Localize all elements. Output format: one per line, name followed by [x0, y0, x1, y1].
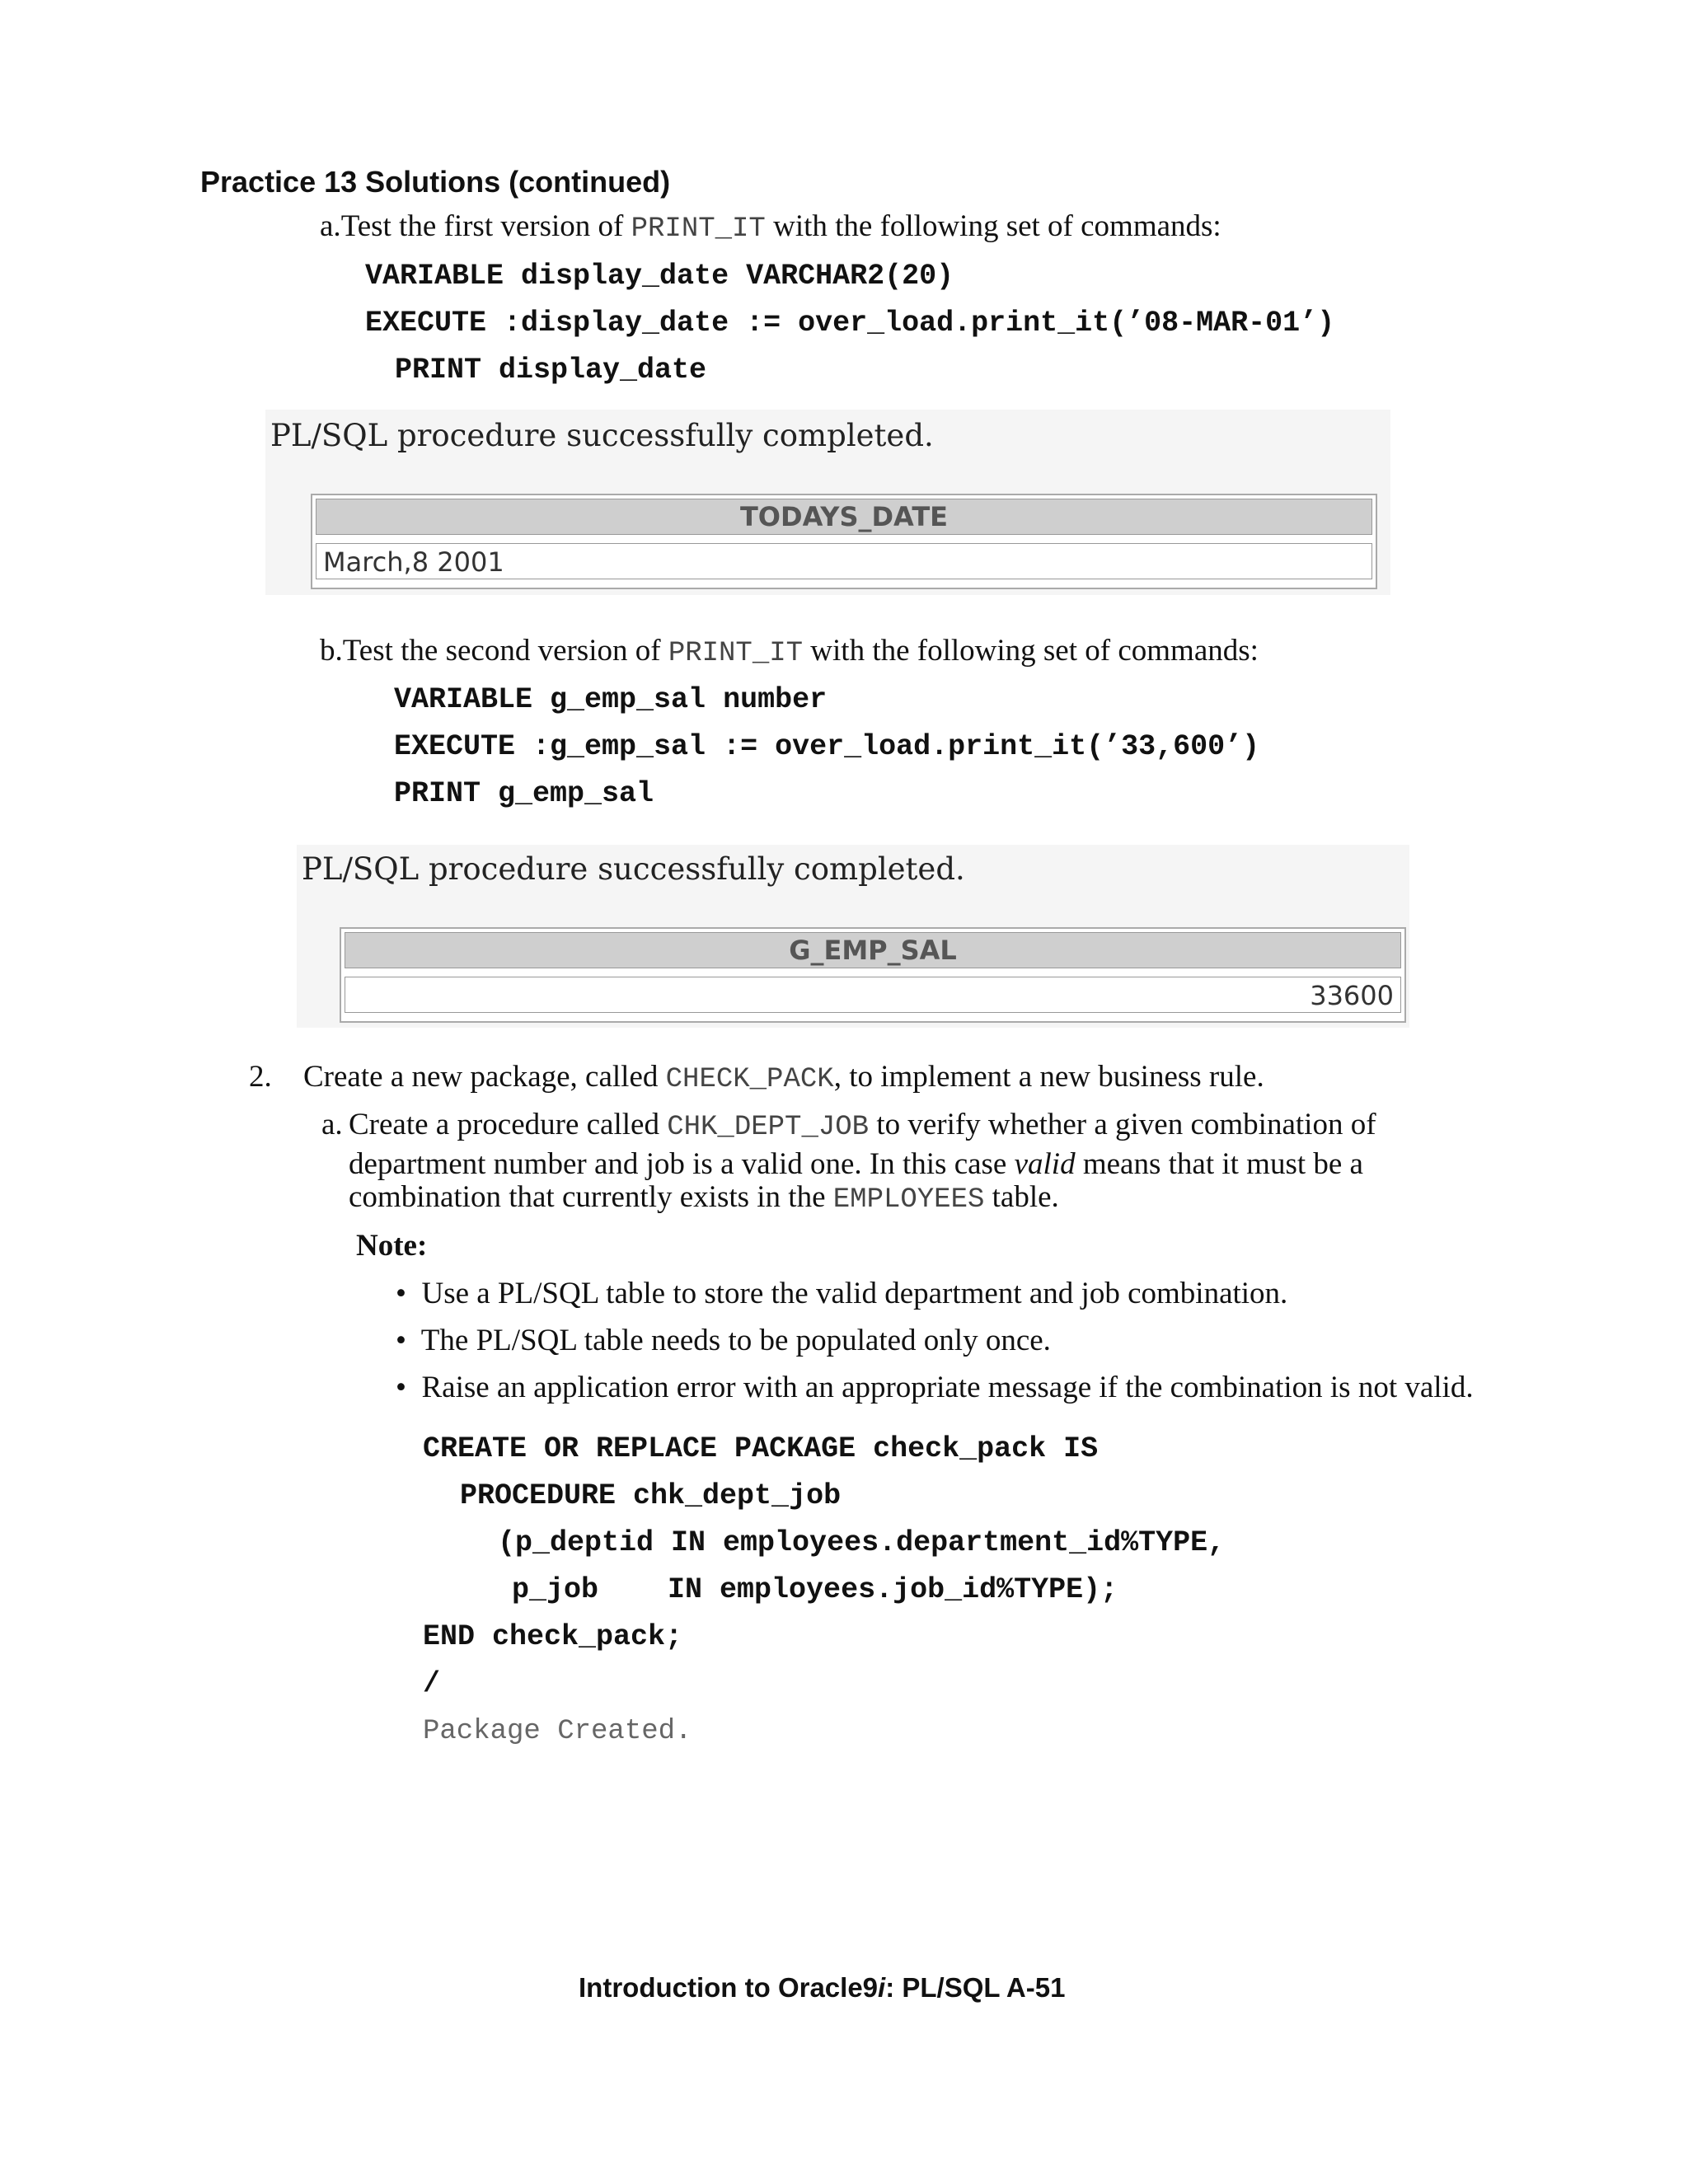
part-b-command: EXECUTE :g_emp_sal := over_load.print_it(’33,600’)	[394, 730, 1260, 763]
part-b-code-word: PRINT_IT	[668, 638, 804, 669]
g-emp-sal-table	[340, 927, 1406, 1023]
item-2-sub-a-marker: a.	[321, 1108, 343, 1141]
package-code-line: /	[423, 1667, 441, 1700]
package-code-line: END check_pack;	[423, 1620, 683, 1653]
part-a-result-message: PL/SQL procedure successfully completed.	[270, 418, 934, 453]
table-cell: March,8 2001	[316, 543, 1372, 579]
part-a-command: EXECUTE :display_date := over_load.print_it(’08-MAR-01’)	[365, 307, 1335, 340]
item-2-sub-a-line: combination that currently exists in the EMPLOYEES table.	[349, 1180, 1059, 1216]
bullet-item: • Use a PL/SQL table to store the valid department and job combination.	[396, 1277, 1288, 1310]
part-b-marker: b.	[320, 634, 343, 668]
item-2-sub-a-line: department number and job is a valid one. In this case valid means that it must be a	[349, 1147, 1363, 1181]
part-a-output-panel	[265, 410, 1390, 595]
part-a-instruction: a.Test the first version of PRINT_IT with the following set of commands:	[320, 209, 1221, 245]
part-b-command: VARIABLE g_emp_sal number	[394, 683, 828, 716]
item-2-number: 2.	[249, 1060, 272, 1094]
package-code-line: p_job IN employees.job_id%TYPE);	[512, 1573, 1118, 1606]
package-created-output: Package Created.	[423, 1716, 692, 1747]
package-code-line: PROCEDURE chk_dept_job	[460, 1479, 842, 1512]
part-a-command: VARIABLE display_date VARCHAR2(20)	[365, 260, 954, 293]
table-header: TODAYS_DATE	[316, 499, 1372, 535]
section-heading: Practice 13 Solutions (continued)	[200, 165, 671, 199]
part-b-instruction: b.Test the second version of PRINT_IT with the following set of commands:	[320, 634, 1259, 669]
part-a-command: PRINT display_date	[395, 354, 707, 387]
package-code-line: (p_deptid IN employees.department_id%TYPE,	[498, 1526, 1226, 1559]
item-2-code-word: CHECK_PACK	[665, 1064, 834, 1095]
table-cell: 33600	[345, 977, 1401, 1013]
part-a-marker: a.	[320, 209, 341, 243]
part-b-command: PRINT g_emp_sal	[394, 777, 654, 810]
part-b-output-panel	[297, 845, 1409, 1028]
italic-valid: valid	[1014, 1147, 1076, 1181]
page-footer: Introduction to Oracle9i: PL/SQL A-51	[579, 1972, 1066, 2003]
note-label: Note:	[356, 1229, 428, 1263]
procedure-code-word: CHK_DEPT_JOB	[667, 1112, 870, 1143]
todays-date-table	[311, 494, 1377, 589]
bullet-item: • Raise an application error with an appropriate message if the combination is not valid.	[396, 1371, 1474, 1404]
part-b-result-message: PL/SQL procedure successfully completed.	[302, 851, 965, 887]
item-2-instruction: Create a new package, called CHECK_PACK, to implement a new business rule.	[303, 1060, 1264, 1095]
package-code-line: CREATE OR REPLACE PACKAGE check_pack IS	[423, 1432, 1099, 1465]
employees-code-word: EMPLOYEES	[832, 1184, 985, 1216]
item-2-sub-a-line: Create a procedure called CHK_DEPT_JOB to verify whether a given combination of	[349, 1108, 1376, 1143]
table-header: G_EMP_SAL	[345, 932, 1401, 968]
bullet-item: • The PL/SQL table needs to be populated only once.	[396, 1324, 1051, 1357]
part-a-code-word: PRINT_IT	[631, 213, 766, 245]
